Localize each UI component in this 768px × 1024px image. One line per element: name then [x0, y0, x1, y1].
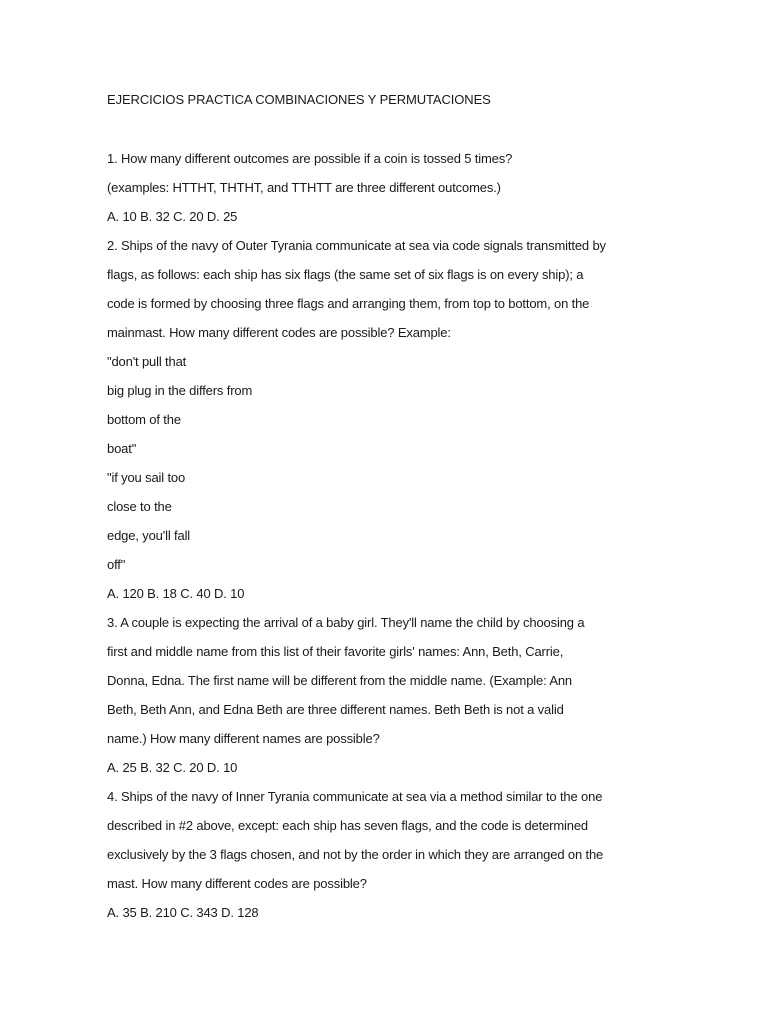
text-line: (examples: HTTHT, THTHT, and TTHTT are three different outcomes.) — [107, 180, 501, 195]
text-line: A. 35 B. 210 C. 343 D. 128 — [107, 905, 259, 920]
text-line: flags, as follows: each ship has six flags (the same set of six flags is on every ship); a — [107, 267, 584, 282]
text-line: 3. A couple is expecting the arrival of a baby girl. They'll name the child by choosing a — [107, 615, 585, 630]
text-line: 4. Ships of the navy of Inner Tyrania communicate at sea via a method similar to the one — [107, 789, 603, 804]
text-line: first and middle name from this list of their favorite girls' names: Ann, Beth, Carrie, — [107, 644, 564, 659]
text-line: boat" — [107, 441, 137, 456]
text-line: edge, you'll fall — [107, 528, 191, 543]
text-line: close to the — [107, 499, 172, 514]
text-line: "if you sail too — [107, 470, 186, 485]
text-line: Donna, Edna. The first name will be different from the middle name. (Example: Ann — [107, 673, 573, 688]
document-body — [107, 149, 727, 932]
text-line: mainmast. How many different codes are possible? Example: — [107, 325, 451, 340]
text-line: 1. How many different outcomes are possible if a coin is tossed 5 times? — [107, 151, 513, 166]
text-line: Beth, Beth Ann, and Edna Beth are three different names. Beth Beth is not a valid — [107, 702, 564, 717]
document-title: EJERCICIOS PRACTICA COMBINACIONES Y PERMUTACIONES — [107, 92, 491, 107]
text-line: code is formed by choosing three flags and arranging them, from top to bottom, on the — [107, 296, 590, 311]
text-line: exclusively by the 3 flags chosen, and not by the order in which they are arranged on the — [107, 847, 604, 862]
text-line: A. 10 B. 32 C. 20 D. 25 — [107, 209, 238, 224]
text-line: 2. Ships of the navy of Outer Tyrania communicate at sea via code signals transmitted by — [107, 238, 606, 253]
text-line: bottom of the — [107, 412, 181, 427]
text-line: described in #2 above, except: each ship has seven flags, and the code is determined — [107, 818, 588, 833]
text-line: mast. How many different codes are possible? — [107, 876, 367, 891]
text-line: name.) How many different names are possible? — [107, 731, 380, 746]
text-line: "don't pull that — [107, 354, 187, 369]
text-line: A. 25 B. 32 C. 20 D. 10 — [107, 760, 238, 775]
text-line: big plug in the differs from — [107, 383, 253, 398]
text-line: A. 120 B. 18 C. 40 D. 10 — [107, 586, 245, 601]
text-line: off" — [107, 557, 126, 572]
